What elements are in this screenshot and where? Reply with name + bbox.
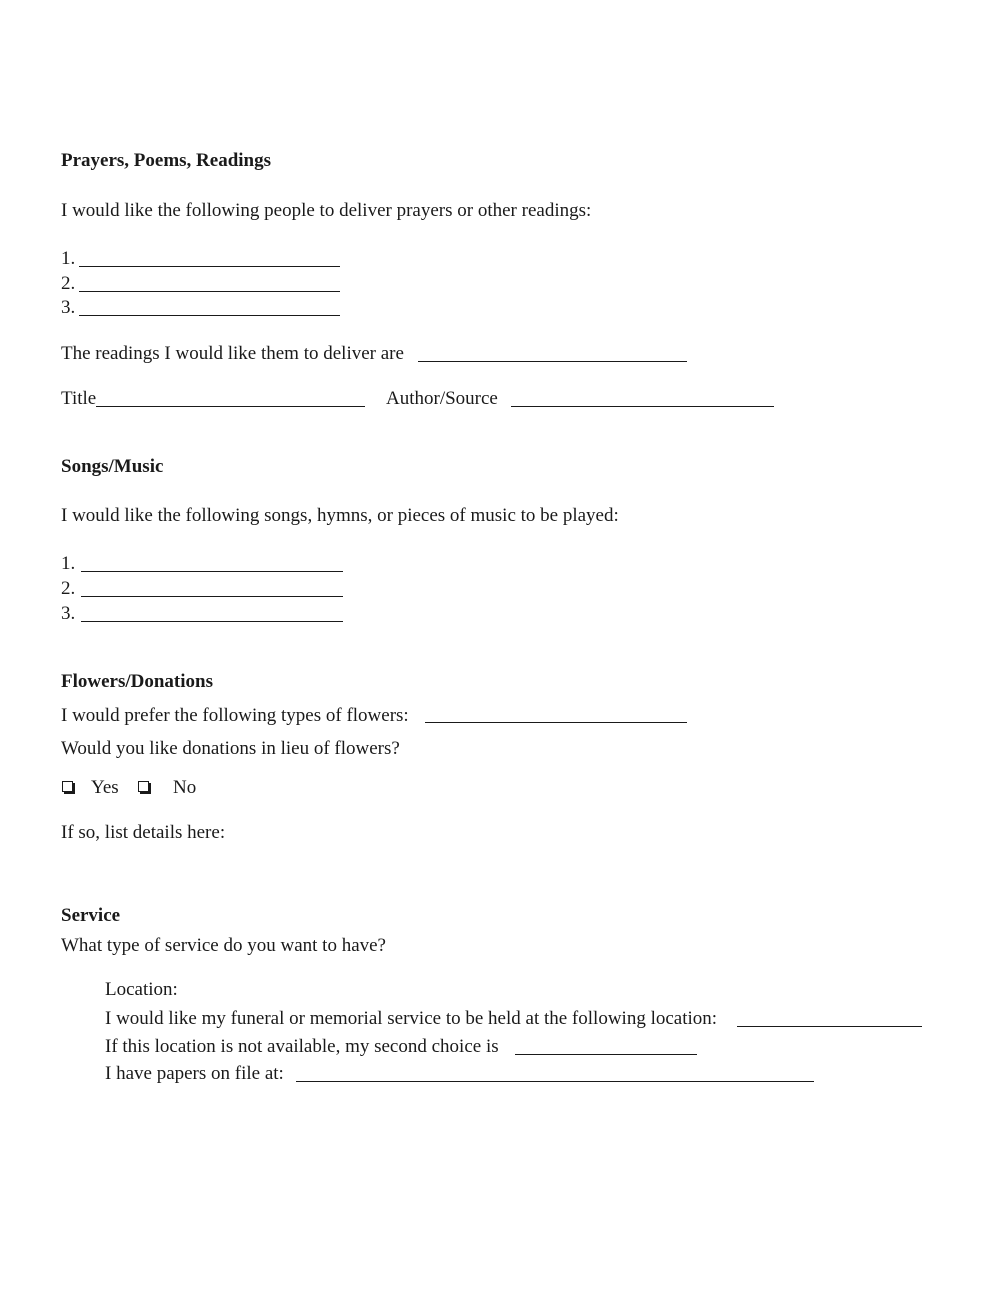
songs-heading: Songs/Music <box>61 456 164 477</box>
location-label: Location: <box>105 979 178 1000</box>
flowers-heading: Flowers/Donations <box>61 671 213 692</box>
flowers-prefer-label: I would prefer the following types of flowers: <box>61 705 409 726</box>
song-item-1-field[interactable] <box>81 571 343 572</box>
service-question: What type of service do you want to have? <box>61 935 386 956</box>
yes-checkbox[interactable] <box>62 781 73 792</box>
title-label: Title <box>61 388 97 409</box>
location-preference-label: I would like my funeral or memorial service to be held at the following location: <box>105 1008 718 1029</box>
donations-question: Would you like donations in lieu of flowers? <box>61 738 400 759</box>
author-source-field[interactable] <box>511 406 774 407</box>
prayer-item-1-field[interactable] <box>79 266 340 267</box>
song-item-1-number: 1. <box>61 553 76 574</box>
no-checkbox[interactable] <box>138 781 149 792</box>
yes-label: Yes <box>91 777 119 798</box>
prayers-heading: Prayers, Poems, Readings <box>61 150 272 171</box>
second-choice-label: If this location is not available, my second choice is <box>105 1036 499 1057</box>
flowers-type-field[interactable] <box>425 722 687 723</box>
prayer-item-2-field[interactable] <box>79 291 340 292</box>
service-heading: Service <box>61 905 121 926</box>
prayers-intro: I would like the following people to deliver prayers or other readings: <box>61 200 592 221</box>
song-item-2-number: 2. <box>61 578 76 599</box>
no-label: No <box>173 777 197 798</box>
readings-field[interactable] <box>418 361 687 362</box>
prayer-item-1-number: 1. <box>61 248 76 269</box>
song-item-3-number: 3. <box>61 603 76 624</box>
donation-details-label: If so, list details here: <box>61 822 226 843</box>
second-choice-field[interactable] <box>515 1054 697 1055</box>
songs-intro: I would like the following songs, hymns, or pieces of music to be played: <box>61 505 619 526</box>
papers-on-file-label: I have papers on file at: <box>105 1063 284 1084</box>
location-field[interactable] <box>737 1026 922 1027</box>
prayer-item-3-number: 3. <box>61 297 76 318</box>
author-source-label: Author/Source <box>386 388 498 409</box>
song-item-2-field[interactable] <box>81 596 343 597</box>
readings-label: The readings I would like them to deliver are <box>61 343 404 364</box>
prayer-item-2-number: 2. <box>61 273 76 294</box>
title-field[interactable] <box>96 406 365 407</box>
papers-on-file-field[interactable] <box>296 1081 814 1082</box>
song-item-3-field[interactable] <box>81 621 343 622</box>
prayer-item-3-field[interactable] <box>79 315 340 316</box>
